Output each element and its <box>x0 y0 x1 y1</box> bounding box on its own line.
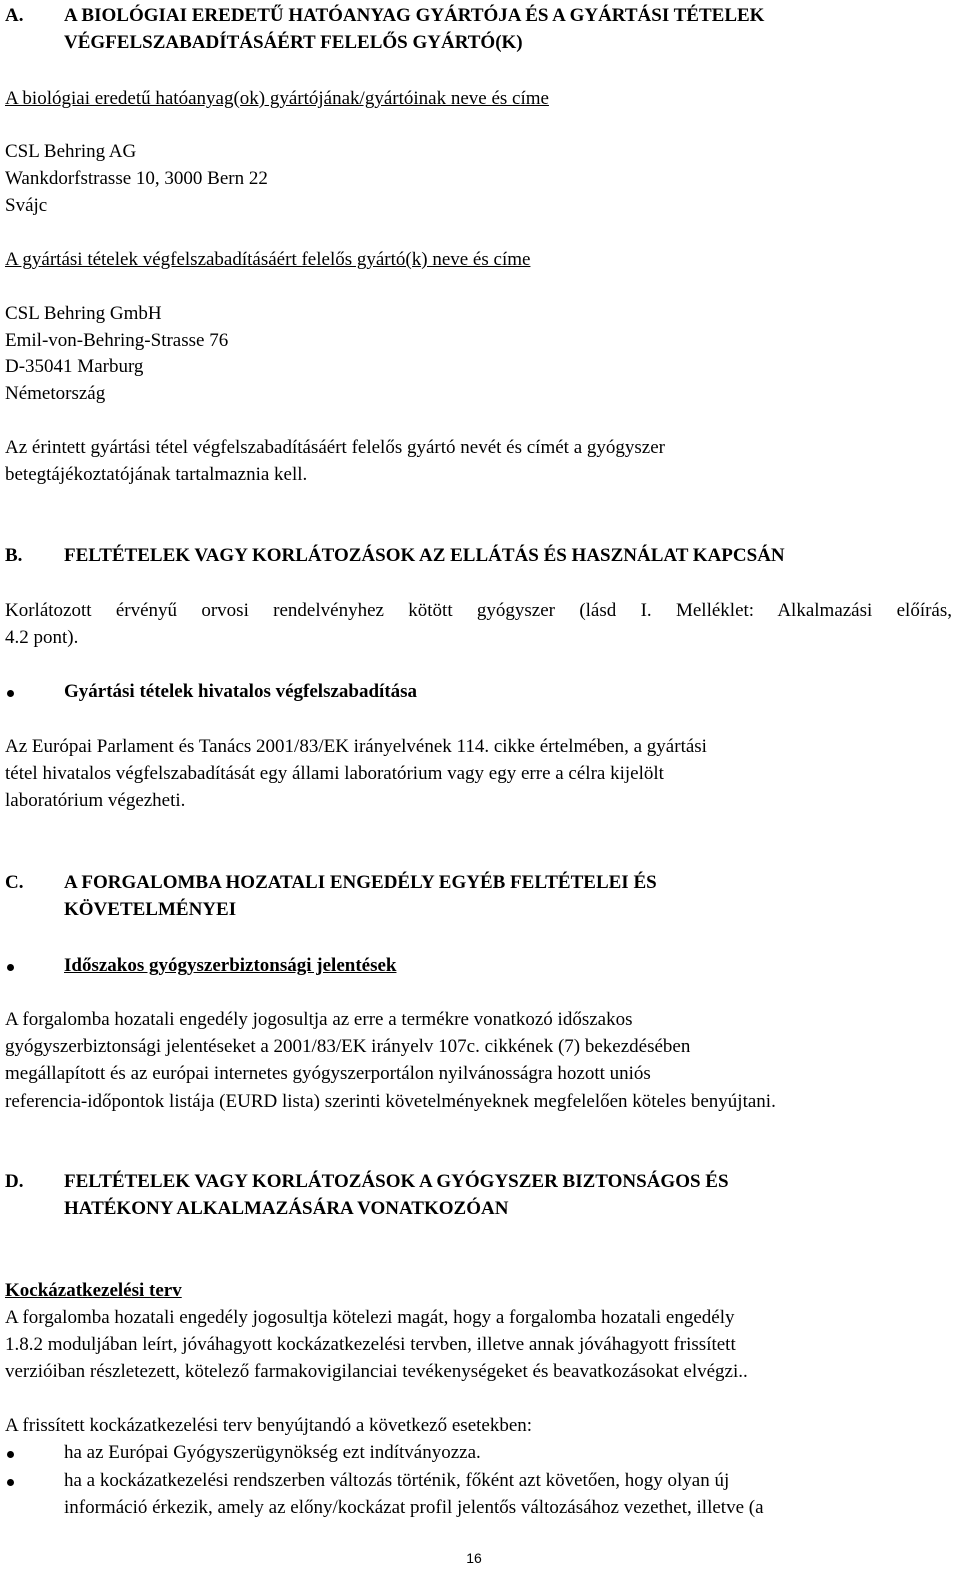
release-address-line: D-35041 Marburg <box>5 356 144 377</box>
section-d-title-line2: HATÉKONY ALKALMAZÁSÁRA VONATKOZÓAN <box>64 1198 509 1219</box>
section-d-title-line1: FELTÉTELEK VAGY KORLÁTOZÁSOK A GYÓGYSZER BIZTONSÁGOS ÉS <box>64 1171 729 1192</box>
rmp-paragraph-line: A forgalomba hozatali engedély jogosultja kötelezi magát, hogy a forgalomba hozatali engedély <box>5 1307 735 1328</box>
release-address-line: CSL Behring GmbH <box>5 303 162 324</box>
rmp-update-bullet: ha a kockázatkezelési rendszerben változás történik, főként azt követően, hogy olyan új <box>64 1470 730 1491</box>
psur-paragraph-line: gyógyszerbiztonsági jelentéseket a 2001/83/EK irányelv 107c. cikkének (7) bekezdésében <box>5 1036 691 1057</box>
bio-address-line: CSL Behring AG <box>5 141 137 162</box>
psur-paragraph-line: referencia-időpontok listája (EURD lista) szerinti követelményeknek megfelelően köteles benyújtani. <box>5 1091 776 1112</box>
section-c-title-line1: A FORGALOMBA HOZATALI ENGEDÉLY EGYÉB FELTÉTELEI ÉS <box>64 872 657 893</box>
release-note-line: Az érintett gyártási tétel végfelszabadításáért felelős gyártó nevét és címét a gyógyszer <box>5 437 665 458</box>
psur-paragraph-line: A forgalomba hozatali engedély jogosultja az erre a termékre vonatkozó időszakos <box>5 1009 633 1030</box>
release-manufacturer-heading: A gyártási tételek végfelszabadításáért felelős gyártó(k) neve és címe <box>5 249 531 270</box>
bullet-icon <box>7 1479 14 1486</box>
release-address-line: Emil-von-Behring-Strasse 76 <box>5 330 229 351</box>
official-release-paragraph-line: Az Európai Parlament és Tanács 2001/83/EK irányelvének 114. cikke értelmében, a gyártási <box>5 736 707 757</box>
rmp-update-bullet: ha az Európai Gyógyszerügynökség ezt indítványozza. <box>64 1442 481 1463</box>
bio-address-line: Svájc <box>5 195 48 216</box>
section-b-letter: B. <box>5 545 23 566</box>
rmp-paragraph-line: verzióiban részletezett, kötelező farmakovigilanciai tevékenységeket és beavatkozásokat elvégzi.. <box>5 1361 748 1382</box>
psur-heading: Időszakos gyógyszerbiztonsági jelentések <box>64 955 397 976</box>
rmp-paragraph-line: 1.8.2 moduljában leírt, jóváhagyott kockázatkezelési tervben, illetve annak jóváhagyott frissített <box>5 1334 736 1355</box>
bio-address-line: Wankdorfstrasse 10, 3000 Bern 22 <box>5 168 268 189</box>
official-release-paragraph-line: tétel hivatalos végfelszabadítását egy állami laboratórium vagy egy erre a célra kijelölt <box>5 763 664 784</box>
section-a-title-line1: A BIOLÓGIAI EREDETŰ HATÓANYAG GYÁRTÓJA ÉS A GYÁRTÁSI TÉTELEK <box>64 5 765 26</box>
rmp-update-intro: A frissített kockázatkezelési terv benyújtandó a következő esetekben: <box>5 1415 533 1436</box>
section-a-title-line2: VÉGFELSZABADÍTÁSÁÉRT FELELŐS GYÁRTÓ(K) <box>64 32 523 53</box>
rmp-heading: Kockázatkezelési terv <box>5 1280 182 1301</box>
section-b-title: FELTÉTELEK VAGY KORLÁTOZÁSOK AZ ELLÁTÁS ÉS HASZNÁLAT KAPCSÁN <box>64 545 785 566</box>
page-number: 16 <box>466 1550 482 1566</box>
prescription-paragraph-line: Korlátozott érvényű orvosi rendelvényhez kötött gyógyszer (lásd I. Melléklet: Alkalmazási előírás, <box>5 600 952 621</box>
section-c-title-line2: KÖVETELMÉNYEI <box>64 899 237 920</box>
official-release-paragraph-line: laboratórium végezheti. <box>5 790 186 811</box>
bullet-icon <box>7 690 14 697</box>
prescription-paragraph-line: 4.2 pont). <box>5 627 79 648</box>
bullet-icon <box>7 964 14 971</box>
release-address-line: Németország <box>5 383 106 404</box>
section-c-letter: C. <box>5 872 24 893</box>
release-note-line: betegtájékoztatójának tartalmaznia kell. <box>5 464 308 485</box>
section-a-letter: A. <box>5 5 24 26</box>
official-release-heading: Gyártási tételek hivatalos végfelszabadítása <box>64 681 418 702</box>
section-d-letter: D. <box>5 1171 24 1192</box>
rmp-update-bullet-continuation: információ érkezik, amely az előny/kockázat profil jelentős változásához vezethet, illetve (a <box>64 1497 764 1518</box>
bio-manufacturer-heading: A biológiai eredetű hatóanyag(ok) gyártójának/gyártóinak neve és címe <box>5 88 549 109</box>
bullet-icon <box>7 1451 14 1458</box>
psur-paragraph-line: megállapított és az európai internetes gyógyszerportálon nyilvánosságra hozott uniós <box>5 1063 651 1084</box>
